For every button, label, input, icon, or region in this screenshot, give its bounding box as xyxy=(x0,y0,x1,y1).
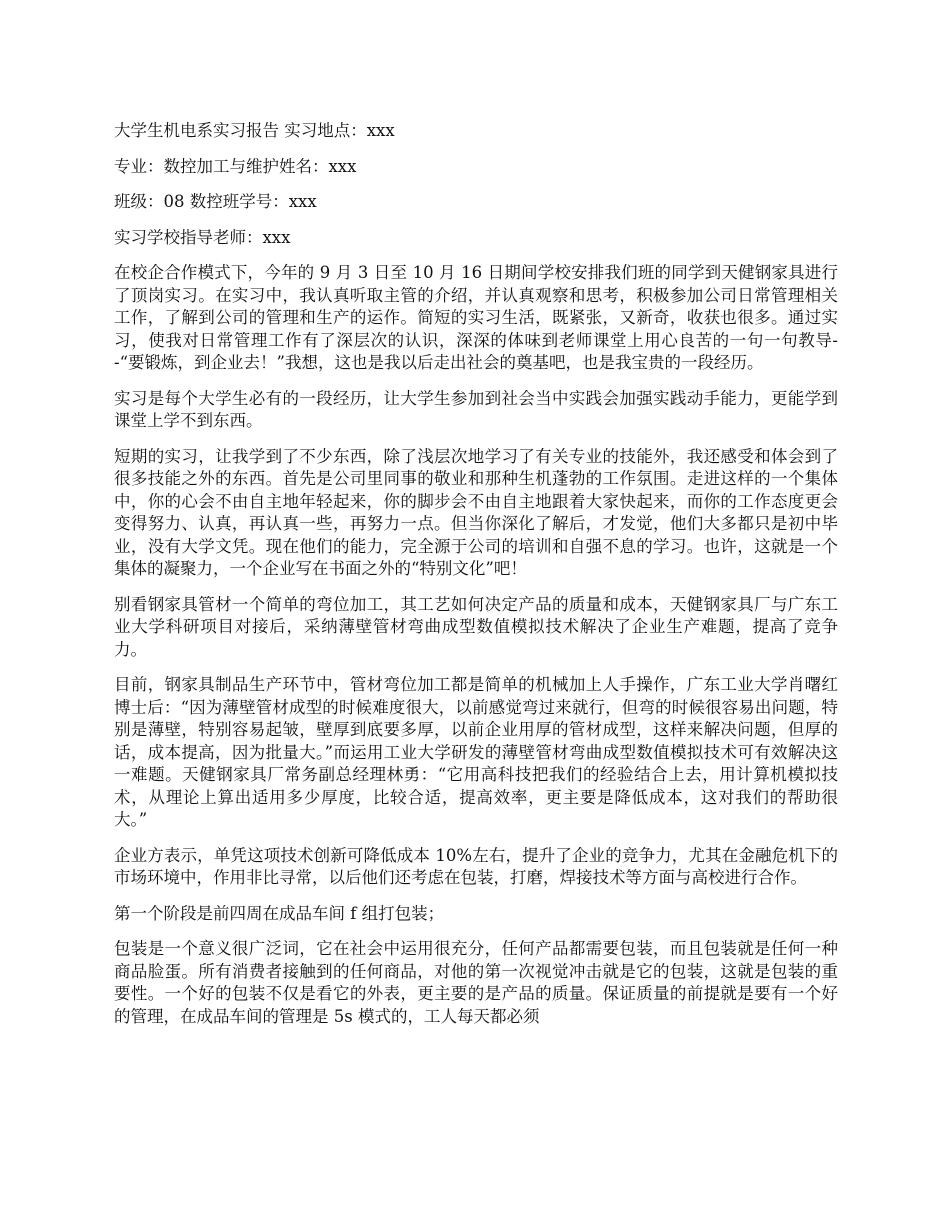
body-paragraph: 目前，钢家具制品生产环节中，管材弯位加工都是简单的机械加上人手操作，广东工业大学肖曙红博士后：“因为薄壁管材成型的时候难度很大，以前感觉弯过来就行，但弯的时候很容易出问题，特别是薄壁，特别容易起皱，壁厚到底要多厚，以前企业用厚的管材成型，这样来解决问题，但厚的话，成本提高，因为批量大。”而运用工业大学研发的薄壁管材弯曲成型数值模拟技术可有效解决这一难题。天健钢家具厂常务副总经理林勇：“它用高科技把我们的经验结合上去，用计算机模拟技术，从理论上算出适用多少厚度，比较合适，提高效率，更主要是降低成本，这对我们的帮助很大。” xyxy=(114,675,838,829)
intro-paragraph: 在校企合作模式下，今年的 9 月 3 日至 10 月 16 日期间学校安排我们班的同学到天健钢家具进行了顶岗实习。在实习中，我认真听取主管的介绍，并认真观察和思考，积极参加公司日常管理相关工作，了解到公司的管理和生产的运作。简短的实习生活，既紧张，又新奇，收获也很多。通过实习，使我对日常管理工作有了深层次的认识，深深的体味到老师课堂上用心良苦的一句一句教导--“要锻炼，到企业去！”我想，这也是我以后走出社会的奠基吧，也是我宝贵的一段经历。 xyxy=(114,263,838,372)
body-paragraph: 短期的实习，让我学到了不少东西，除了浅层次地学习了有关专业的技能外，我还感受和体会到了很多技能之外的东西。首先是公司里同事的敬业和那种生机蓬勃的工作氛围。走进这样的一个集体中，你的心会不由自主地年轻起来，你的脚步会不由自主地跟着大家快起来，而你的工作态度更会变得努力、认真，再认真一些，再努力一点。但当你深化了解后，才发觉，他们大多都只是初中毕业，没有大学文凭。现在他们的能力，完全源于公司的培训和自强不息的学习。也许，这就是一个集体的凝聚力，一个企业写在书面之外的“特别文化”吧！ xyxy=(114,446,838,578)
body-paragraph: 包装是一个意义很广泛词，它在社会中运用很充分，任何产品都需要包装，而且包装就是任何一种商品脸蛋。所有消费者接触到的任何商品，对他的第一次视觉冲击就是它的包装，这就是包装的重要性。一个好的包装不仅是看它的外表，更主要的是产品的质量。保证质量的前提就是要有一个好的管理，在成品车间的管理是 5s 模式的，工人每天都必须 xyxy=(114,939,838,1026)
report-title: 大学生机电系实习报告 实习地点：xxx xyxy=(114,121,395,140)
body-paragraph: 企业方表示，单凭这项技术创新可降低成本 10%左右，提升了企业的竞争力，尤其在金融危机下的市场环境中，作用非比寻常，以后他们还考虑在包装，打磨，焊接技术等方面与高校进行合作。 xyxy=(114,845,838,887)
stage-heading: 第一个阶段是前四周在成品车间 f 组打包装； xyxy=(114,903,445,923)
body-paragraph: 实习是每个大学生必有的一段经历，让大学生参加到社会当中实践会加强实践动手能力，更能学到课堂上学不到东西。 xyxy=(114,388,838,430)
major-line: 专业：数控加工与维护姓名：xxx xyxy=(114,156,357,176)
class-line: 班级：08 数控班学号：xxx xyxy=(114,192,317,211)
advisor-line: 实习学校指导老师：xxx xyxy=(114,227,291,247)
document-page xyxy=(114,120,838,1041)
body-paragraph: 别看钢家具管材一个简单的弯位加工，其工艺如何决定产品的质量和成本，天健钢家具厂与广东工业大学科研项目对接后，采纳薄壁管材弯曲成型数值模拟技术解决了企业生产难题，提高了竞争力。 xyxy=(114,594,838,659)
